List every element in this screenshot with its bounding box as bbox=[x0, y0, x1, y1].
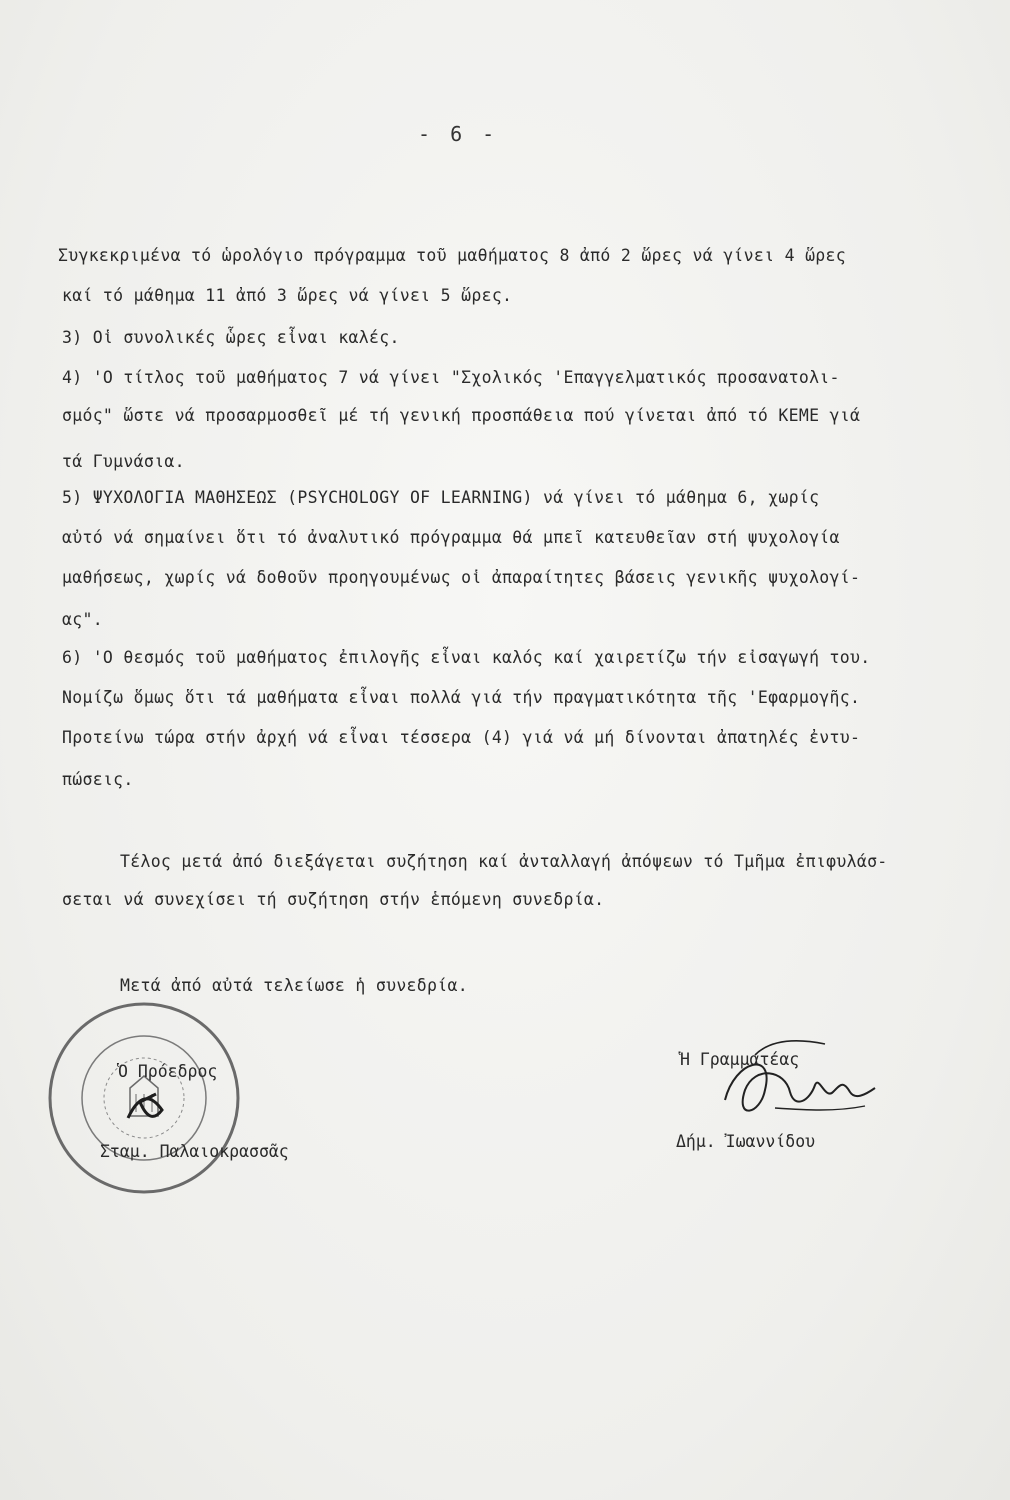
text-line: μαθήσεως, χωρίς νά δοθοῦν προηγουμένως οἱ ἀπαραίτητες βάσεις γενικῆς ψυχολογί- bbox=[62, 568, 861, 587]
handwritten-signature-icon bbox=[715, 1030, 885, 1140]
text-line: πώσεις. bbox=[62, 770, 134, 789]
text-line: Συγκεκριμένα τό ὡρολόγιο πρόγραμμα τοῦ μαθήματος 8 ἀπό 2 ὥρες νά γίνει 4 ὥρες bbox=[58, 246, 847, 265]
text-line: Προτείνω τώρα στήν ἀρχή νά εἶναι τέσσερα (4) γιά νά μή δίνονται ἀπατηλές ἐντυ- bbox=[62, 728, 861, 747]
text-line: ας". bbox=[62, 610, 103, 629]
text-line: σεται νά συνεχίσει τή συζήτηση στήν ἑπόμενη συνεδρία. bbox=[62, 890, 605, 909]
chair-name: Σταμ. Παλαιοκρασσᾶς bbox=[100, 1142, 289, 1161]
text-line: Τέλος μετά ἀπό διεξάγεται συζήτηση καί ἀνταλλαγή ἀπόψεων τό Τμῆμα ἐπιφυλάσ- bbox=[120, 852, 888, 871]
text-line: αὐτό νά σημαίνει ὅτι τό ἀναλυτικό πρόγραμμα θά μπεῖ κατευθεῖαν στή ψυχολογία bbox=[62, 528, 840, 547]
secretary-name: Δήμ. Ἰωαννίδου bbox=[676, 1132, 816, 1151]
secretary-title: Ἡ Γραμματέας bbox=[680, 1050, 800, 1069]
text-line: Νομίζω ὅμως ὅτι τά μαθήματα εἶναι πολλά γιά τήν πραγματικότητα τῆς 'Εφαρμογῆς. bbox=[62, 688, 861, 707]
official-seal-icon bbox=[44, 998, 244, 1198]
text-line: 4) 'Ο τίτλος τοῦ μαθήματος 7 νά γίνει "Σχολικός 'Επαγγελματικός προσανατολι- bbox=[62, 368, 840, 387]
text-line: 5) ΨΥΧΟΛΟΓΙΑ ΜΑΘΗΣΕΩΣ (PSYCHOLOGY OF LEARNING) νά γίνει τό μάθημα 6, χωρίς bbox=[62, 488, 820, 507]
text-line: Μετά ἀπό αὐτά τελείωσε ἡ συνεδρία. bbox=[120, 976, 468, 995]
text-line: 3) Οἱ συνολικές ὧρες εἶναι καλές. bbox=[62, 328, 400, 347]
text-line: 6) 'Ο θεσμός τοῦ μαθήματος ἐπιλογῆς εἶναι καλός καί χαιρετίζω τήν εἰσαγωγή του. bbox=[62, 648, 871, 667]
page-number: - 6 - bbox=[418, 122, 499, 146]
text-line: καί τό μάθημα 11 ἀπό 3 ὥρες νά γίνει 5 ὥρες. bbox=[62, 286, 513, 305]
text-line: τά Γυμνάσια. bbox=[62, 452, 185, 471]
text-line: σμός" ὥστε νά προσαρμοσθεῖ μέ τή γενική προσπάθεια πού γίνεται ἀπό τό ΚΕΜΕ γιά bbox=[62, 406, 861, 425]
chair-title: Ὁ Πρόεδρος bbox=[118, 1062, 218, 1081]
